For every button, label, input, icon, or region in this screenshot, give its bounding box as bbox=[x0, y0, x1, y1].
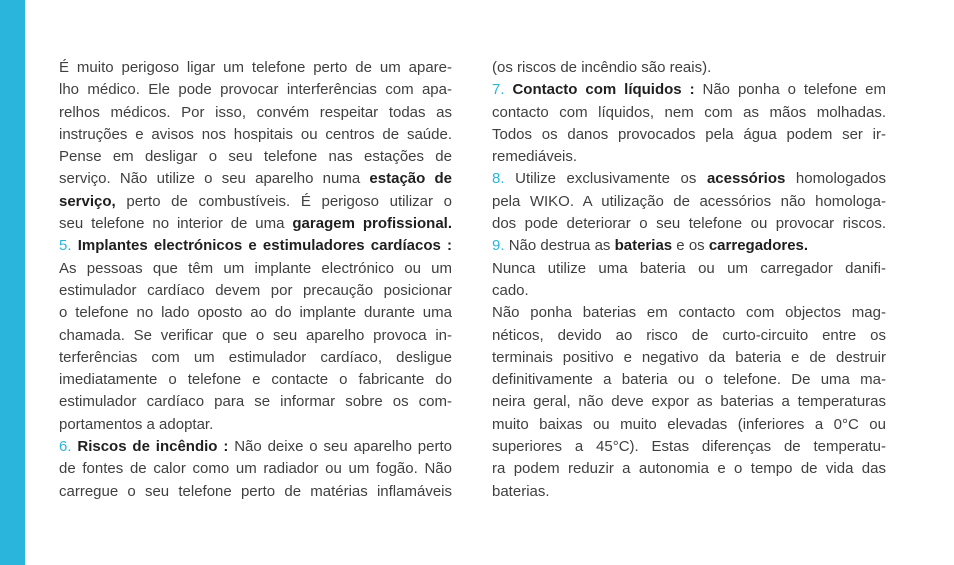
text-line bbox=[492, 191, 886, 213]
text-line bbox=[59, 436, 452, 458]
emphasis-text: acessórios bbox=[706, 170, 786, 188]
body-text: Não ponha o telefone em bbox=[694, 81, 886, 99]
body-text: ra podem reduzir a autonomia e o tempo de vida das bbox=[492, 460, 886, 478]
text-line bbox=[59, 168, 452, 190]
text-line bbox=[492, 302, 886, 324]
text-line bbox=[59, 124, 452, 146]
text-line bbox=[492, 325, 886, 347]
body-text: Não ponha baterias em contacto com objectos mag- bbox=[492, 304, 886, 322]
text-line bbox=[492, 213, 886, 235]
text-line bbox=[492, 124, 886, 146]
emphasis-text: Contacto com líquidos : bbox=[512, 81, 695, 99]
body-text: terminais positivo e negativo da bateria e de destruir bbox=[492, 348, 886, 366]
text-line bbox=[492, 258, 886, 280]
body-text: serviço. Não utilize o seu aparelho numa bbox=[59, 170, 370, 188]
body-text: instruções e avisos nos hospitais ou centros de saúde. bbox=[59, 125, 452, 143]
text-line bbox=[59, 57, 452, 79]
body-text: pela WIKO. A utilização de acessórios não homologa- bbox=[492, 192, 886, 210]
text-line bbox=[59, 369, 452, 391]
text-line bbox=[492, 436, 886, 458]
body-text: lho médico. Ele pode provocar interferências com apa- bbox=[59, 81, 452, 99]
emphasis-text: Riscos de incêndio : bbox=[77, 438, 229, 456]
body-text: cado. bbox=[492, 281, 529, 299]
body-text: É muito perigoso ligar um telefone perto de um apare- bbox=[59, 59, 452, 76]
text-line bbox=[59, 102, 452, 124]
body-text: Não destrua as bbox=[508, 237, 615, 255]
text-line bbox=[492, 458, 886, 480]
text-line bbox=[492, 235, 886, 257]
body-text: Não deixe o seu aparelho perto bbox=[228, 438, 452, 456]
body-text: perto de combustíveis. É perigoso utilizar o bbox=[115, 192, 452, 210]
body-text: seu telefone no interior de uma bbox=[59, 215, 293, 233]
text-line bbox=[59, 79, 452, 101]
body-text: portamentos a adoptar. bbox=[59, 415, 214, 433]
text-line bbox=[59, 302, 452, 324]
body-text: remediáveis. bbox=[492, 148, 578, 166]
text-line bbox=[59, 325, 452, 347]
body-text: baterias. bbox=[492, 482, 550, 500]
item-number: 9. bbox=[492, 237, 509, 255]
text-line bbox=[59, 458, 452, 480]
body-text: carregue o seu telefone perto de matérias inflamáveis bbox=[59, 482, 452, 500]
text-line bbox=[492, 414, 886, 436]
body-text: o telefone no lado oposto ao do implante durante uma bbox=[59, 304, 452, 322]
body-text: relhos médicos. Por isso, convém respeitar todas as bbox=[59, 103, 452, 121]
body-text: terferências com um estimulador cardíaco, desligue bbox=[59, 348, 452, 366]
body-text: néticos, devido ao risco de curto-circuito entre os bbox=[492, 326, 886, 344]
body-text: imediatamente o telefone e contacte o fabricante do bbox=[59, 371, 452, 389]
text-line bbox=[492, 146, 886, 168]
text-line bbox=[59, 146, 452, 168]
item-number: 6. bbox=[59, 438, 78, 456]
body-text: homologados bbox=[785, 170, 886, 188]
text-line bbox=[492, 168, 886, 190]
emphasis-text: baterias bbox=[614, 237, 673, 255]
body-text: As pessoas que têm um implante electrónico ou um bbox=[59, 259, 452, 277]
body-text: Nunca utilize uma bateria ou um carregador danifi- bbox=[492, 259, 886, 277]
text-line bbox=[59, 258, 452, 280]
body-text: estimulador cardíaco para se informar sobre os com- bbox=[59, 393, 452, 411]
text-column-left bbox=[59, 57, 452, 503]
body-text: contacto com líquidos, nem com as mãos molhadas. bbox=[492, 103, 886, 121]
emphasis-text: garagem profissional. bbox=[292, 215, 452, 233]
text-line bbox=[59, 213, 452, 235]
text-line bbox=[492, 347, 886, 369]
item-number: 5. bbox=[59, 237, 78, 255]
body-text: superiores a 45°C). Estas diferenças de temperatu- bbox=[492, 438, 886, 456]
emphasis-text: serviço, bbox=[59, 192, 116, 210]
text-line bbox=[492, 369, 886, 391]
accent-side-bar bbox=[0, 0, 25, 565]
text-line bbox=[59, 347, 452, 369]
body-text: de fontes de calor como um radiador ou um fogão. Não bbox=[59, 460, 452, 478]
text-line bbox=[492, 481, 886, 503]
emphasis-text: estação de bbox=[369, 170, 452, 188]
text-line bbox=[492, 391, 886, 413]
body-text: e os bbox=[672, 237, 709, 255]
body-text: estimulador cardíaco devem por precaução posicionar bbox=[59, 281, 452, 299]
body-text: Todos os danos provocados pela água podem ser ir- bbox=[492, 125, 886, 143]
emphasis-text: Implantes electrónicos e estimuladores cardíacos : bbox=[77, 237, 452, 255]
body-text: (os riscos de incêndio são reais). bbox=[492, 59, 712, 76]
body-text: chamada. Se verificar que o seu aparelho provoca in- bbox=[59, 326, 452, 344]
body-text: dos pode deteriorar o seu telefone ou provocar riscos. bbox=[492, 215, 886, 233]
text-line bbox=[59, 414, 452, 436]
text-line bbox=[59, 280, 452, 302]
text-line bbox=[492, 280, 886, 302]
text-line bbox=[59, 191, 452, 213]
text-line bbox=[59, 481, 452, 503]
item-number: 8. bbox=[492, 170, 516, 188]
body-text: Utilize exclusivamente os bbox=[515, 170, 707, 188]
text-line bbox=[492, 79, 886, 101]
body-text: neira geral, não deve expor as baterias a temperaturas bbox=[492, 393, 886, 411]
text-line bbox=[59, 391, 452, 413]
text-column-right bbox=[492, 57, 886, 503]
body-text: muito baixas ou muito elevadas (inferiores a 0°C ou bbox=[492, 415, 886, 433]
body-text: Pense em desligar o seu telefone nas estações de bbox=[59, 148, 452, 166]
item-number: 7. bbox=[492, 81, 513, 99]
text-line bbox=[59, 235, 452, 257]
text-line bbox=[492, 57, 886, 79]
emphasis-text: carregadores. bbox=[708, 237, 809, 255]
text-line bbox=[492, 102, 886, 124]
body-text: definitivamente a bateria ou o telefone. De uma ma- bbox=[492, 371, 886, 389]
